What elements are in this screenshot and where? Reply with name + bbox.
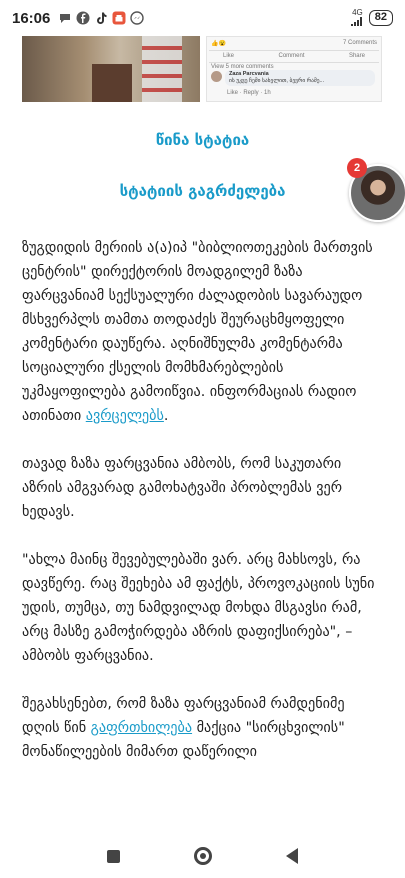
continue-article-link[interactable]: სტატიის გაგრძელება bbox=[119, 182, 286, 200]
back-button[interactable] bbox=[286, 848, 298, 864]
tiktok-icon bbox=[94, 11, 108, 25]
divider bbox=[209, 62, 379, 63]
notification-icons bbox=[58, 11, 144, 25]
fb-comment-text: ის უკვე ჩემი სახელით, ბევრი რამე... bbox=[229, 78, 325, 84]
floating-chat-head[interactable] bbox=[347, 158, 405, 226]
fb-reactions-row bbox=[211, 40, 377, 47]
paragraph-2: თავად ზაზა ფარცვანია ამბობს, რომ საკუთარი აზრის ამგვარად გამოხატვაში პრობლემას ვერ ხედავს. bbox=[22, 456, 343, 520]
paragraph-1-end: . bbox=[163, 408, 169, 424]
top-image-strip[interactable] bbox=[22, 36, 382, 102]
fb-actions bbox=[211, 53, 377, 59]
system-nav-bar bbox=[0, 834, 405, 878]
fb-comments-count: 7 Comments bbox=[342, 40, 377, 46]
signal-icon bbox=[351, 17, 363, 26]
clock: 16:06 bbox=[12, 9, 51, 27]
network-type: 4G bbox=[352, 7, 363, 17]
home-button[interactable] bbox=[194, 847, 212, 865]
podium bbox=[92, 64, 132, 102]
chat-bubble-icon bbox=[58, 11, 72, 25]
fb-comment-author: Zaza Parcvania bbox=[229, 71, 269, 77]
divider bbox=[209, 50, 379, 51]
source-link[interactable]: ავრცელებს bbox=[85, 408, 164, 424]
messenger-icon bbox=[130, 11, 144, 25]
facebook-screenshot[interactable] bbox=[206, 36, 382, 102]
fb-share-action: Share bbox=[348, 53, 365, 59]
fb-comment-meta-row bbox=[227, 90, 377, 96]
paragraph-4-end: მაქცია "სირცხვილის" მონაწილეების მიმართ დაწერილი bbox=[22, 720, 345, 760]
paragraph-3: "ახლა მაინც შევებულებაში ვარ. არც მახსოვს, რა დავწერე. რაც შეეხება ამ ფაქტს, პროვოკაციის სუნი უდის, თუმცა, თუ ნამდვილად მოხდა მსგავსი რამ, არც მასზე გამოჭირდება აზრის დაფიქსირება", – ამბობს ფარცვანია. bbox=[22, 552, 375, 664]
paragraph-1-text: ზუგდიდის მერიის ა(ა)იპ "ბიბლიოთეკების მართვის ცენტრის" დირექტორის მოადგილემ ზაზა ფარცვანიამ სექსუალური ძალადობის სავარაუდო მსხვერპლს თამთა თოდაძეს შეურაცხმყოფელი კომენტარი დაუწერა. აღნიშნულმა კომენტარმა სოციალური ქსელის მომხმარებლების უკმაყოფილება გამოიწვია. ინფორმაციას რადიო ათინათი bbox=[22, 240, 373, 424]
paragraph-4 bbox=[22, 692, 382, 764]
fb-comment-meta: Like · Reply · 1h bbox=[227, 90, 271, 96]
previous-article-link[interactable]: წინა სტატია bbox=[155, 131, 250, 149]
fb-view-more-text: View 5 more comments bbox=[211, 64, 274, 70]
notification-badge: 2 bbox=[347, 158, 367, 178]
facebook-icon bbox=[76, 11, 90, 25]
paragraph-1 bbox=[22, 236, 382, 428]
notification-app-icon bbox=[112, 11, 126, 25]
article-body bbox=[22, 236, 382, 788]
fb-like-action: Like bbox=[223, 53, 235, 59]
battery-indicator: 82 bbox=[369, 10, 393, 26]
speaker-photo[interactable] bbox=[22, 36, 200, 102]
network-indicator bbox=[351, 9, 363, 28]
paragraph-4-text: შეგახსენებთ, რომ ზაზა ფარცვანიამ რამდენიმე დღის წინ bbox=[22, 696, 345, 736]
system-indicators bbox=[351, 9, 393, 28]
fb-reactions: 👍😮 bbox=[211, 41, 226, 47]
status-bar bbox=[0, 0, 405, 36]
fb-comment-bubble bbox=[225, 70, 375, 86]
recents-button[interactable] bbox=[107, 850, 120, 863]
fb-comment-action: Comment bbox=[278, 53, 305, 59]
fb-commenter-avatar bbox=[211, 71, 222, 82]
warning-link[interactable]: გაფრთხილება bbox=[90, 720, 193, 736]
flag bbox=[142, 36, 182, 102]
